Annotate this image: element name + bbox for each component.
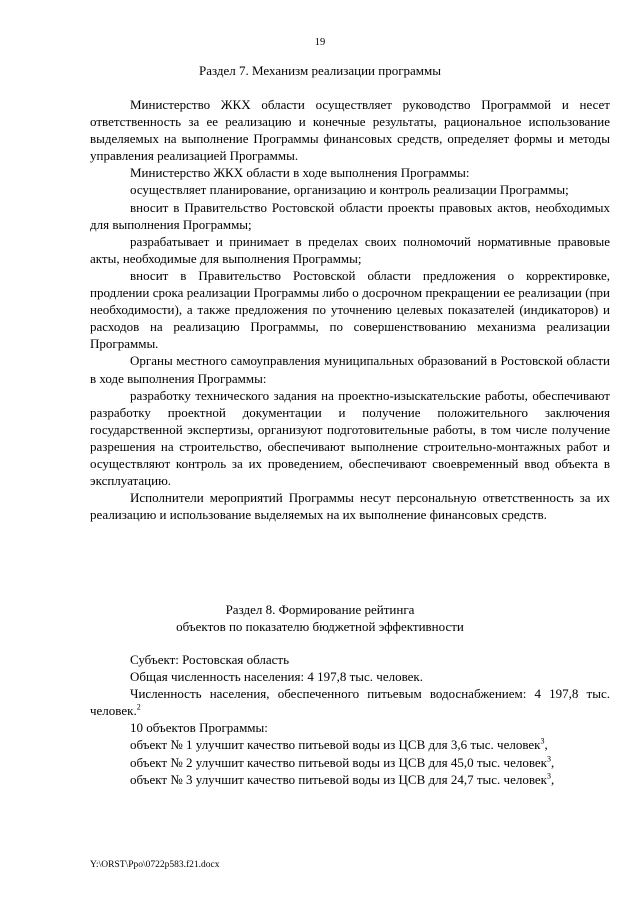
paragraph: вносит в Правительство Ростовской области предложения о корректировке, продлении срока реализации Программы либо о досрочном прекращении ее реализации (при необходимости), а также предложения по уточнению целевых показателей (индикаторов) и расходов на реализацию Программы, по совершенствованию механизма реализации Программы. <box>90 267 610 352</box>
object-item <box>90 736 610 753</box>
paragraph: вносит в Правительство Ростовской области проекты правовых актов, необходимых для выполнения Программы; <box>90 199 610 232</box>
section-8-body <box>90 651 610 788</box>
section-8-title-line-2: объектов по показателю бюджетной эффективности <box>176 619 464 634</box>
footnote-ref: 3 <box>546 771 551 781</box>
object-end: , <box>550 754 555 770</box>
population-line: Общая численность населения: 4 197,8 тыс. человек. <box>130 669 423 685</box>
paragraph: Министерство ЖКХ области в ходе выполнения Программы: <box>130 165 470 181</box>
paragraph: разработку технического задания на проектно-изыскательские работы, обеспечивают разработку проектной документации и получение положительного заключения государственной экспертизы, организуют подготовительные работы, в том числе получение разрешения на строительство, обеспечивают выполнение строительно-монтажных работ и осуществляют контроль за их проведением, обеспечивают своевременный ввод объекта в эксплуатацию. <box>90 387 610 489</box>
page-number: 19 <box>314 37 326 48</box>
file-path-footer: Y:\ORST\Ppo\0722p583.f21.docx <box>90 860 220 870</box>
object-end: , <box>544 737 548 753</box>
paragraph: Министерство ЖКХ области осуществляет руководство Программой и несет ответственность за ее реализацию и конечные результаты, рациональное использование выделяемых на выполнение Программы финансовых средств, определяет формы и методы управления реализацией Программы. <box>90 97 610 164</box>
subject-line: Субъект: Ростовская область <box>130 652 290 667</box>
object-item <box>90 754 610 771</box>
paragraph: Исполнители мероприятий Программы несут персональную ответственность за их реализацию и использование выделяемых на их выполнение финансовых средств. <box>90 490 610 523</box>
section-7-body <box>90 96 610 523</box>
paragraph: Органы местного самоуправления муниципальных образований в Ростовской области в ходе выполнения Программы: <box>90 353 610 386</box>
object-text: объект № 2 улучшит качество питьевой воды из ЦСВ для 45,0 тыс. человек <box>130 754 547 770</box>
paragraph: разрабатывает и принимает в пределах своих полномочий нормативные правовые акты, необходимые для выполнения Программы; <box>90 233 610 266</box>
object-text: объект № 3 улучшит качество питьевой воды из ЦСВ для 24,7 тыс. человек <box>130 771 547 787</box>
footnote-ref: 2 <box>136 702 141 712</box>
paragraph: осуществляет планирование, организацию и контроль реализации Программы; <box>130 182 569 198</box>
footnote-ref: 3 <box>546 754 551 764</box>
footnote-ref: 3 <box>540 737 545 747</box>
section-7-title: Раздел 7. Механизм реализации программы <box>199 63 441 78</box>
section-8-title-line-1: Раздел 8. Формирование рейтинга <box>225 602 415 617</box>
object-end: , <box>550 771 555 787</box>
supplied-text: Численность населения, обеспеченного питьевым водоснабжением: 4 197,8 тыс. человек. <box>90 686 610 719</box>
supplied-line <box>90 685 610 719</box>
object-item <box>90 771 610 788</box>
objects-count: 10 объектов Программы: <box>130 720 268 736</box>
object-text: объект № 1 улучшит качество питьевой воды из ЦСВ для 3,6 тыс. человек <box>130 737 541 753</box>
